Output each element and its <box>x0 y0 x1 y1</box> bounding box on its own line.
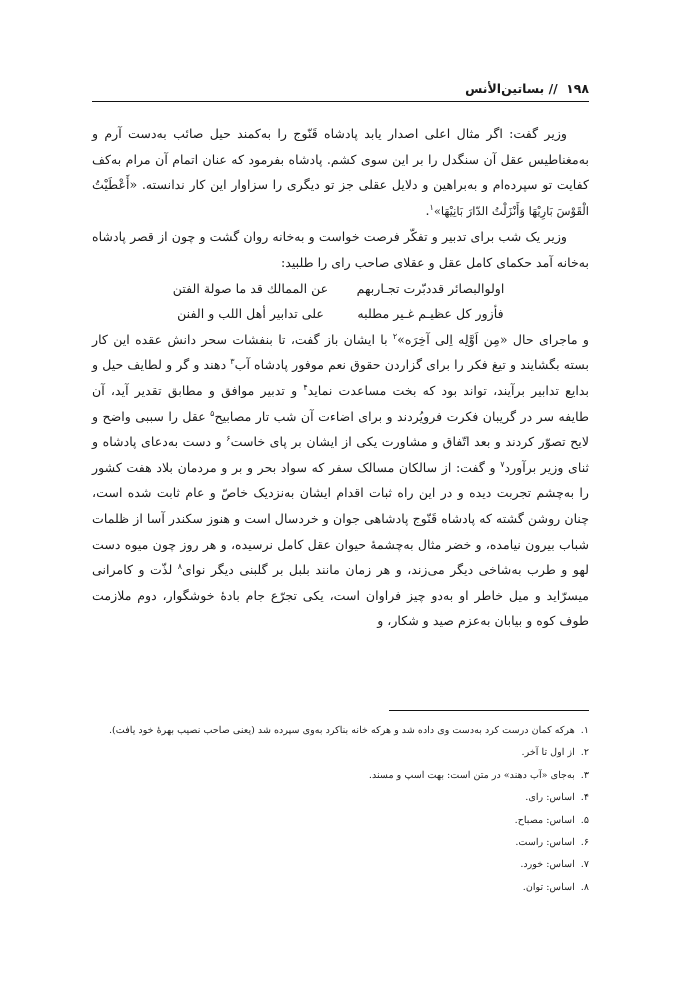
paragraph-2: وزیر یک شب برای تدبیر و تفکّر فرصت خواست و به‌خانه روان گشت و چون از قصر پادشاه به‌خانه آمد حکمای کامل عقل و عقلای صاحب رای را طلبید: <box>92 229 589 270</box>
running-head-separator: // <box>548 81 558 96</box>
footnote-number: ۳. <box>580 769 589 781</box>
footnote-text: اساس: راست. <box>515 837 575 849</box>
footnote-text: از اول تا آخر. <box>521 747 575 759</box>
footnote-ref-1[interactable]: ۱ <box>429 202 434 212</box>
arabic-quote: الْقَوْسَ بَارِیْهَا وَأَنْزَلْتُ الدّارَ بَانِیْهَا» <box>433 203 589 218</box>
footnote-ref-8[interactable]: ۸ <box>177 561 183 571</box>
p3-seg-4: و تدبیر موافق و مطابق تقدیر آید، آن طایفه سر در گریبان فکرت فرویُردند و برای اضاءت آن شب تار مصابیح <box>92 382 589 424</box>
book-title: بساتین‌الأنس <box>465 81 545 96</box>
paragraph-3 <box>92 327 589 634</box>
footnote-8 <box>92 877 589 899</box>
footnote-number: ۱. <box>580 725 589 736</box>
footnote-6 <box>92 832 589 854</box>
page-number: ۱۹۸ <box>566 81 589 96</box>
header-rule <box>92 101 589 102</box>
footnote-number: ۵. <box>580 814 589 826</box>
verse-line-2 <box>92 301 589 327</box>
p3-seg-6: و دست به‌دعای پادشاه و ثنای وزیر برآورد <box>92 434 590 475</box>
verse-line-1 <box>92 276 589 302</box>
p3-seg-5: عقل را سببی واضح و لایح تصوّر کردند و بعد اتّفاق و مشاورت یکی از ایشان بر پای خاست <box>92 408 589 450</box>
footnote-number: ۲. <box>580 747 589 759</box>
p3-seg-8: لذّت و کامرانی میسرّاید و میل خاطر او به‌دو چیز فراوان است، یکی تجرّع جام بادهٔ خوشگوار، دوم ملازمت طوف کوه و بیابان به‌عزم صید و شکار، و <box>92 562 589 629</box>
footnote-rule <box>389 710 589 711</box>
footnote-5 <box>92 810 589 832</box>
footnote-3 <box>92 765 589 787</box>
verse-1-hemistich-2: عن الممالك قد ما صولة الفتن <box>172 280 329 296</box>
footnote-text: اساس: رای. <box>525 792 575 804</box>
footnote-ref-4[interactable]: ۴ <box>303 382 308 392</box>
footnote-text: اساس: مصباح. <box>514 814 575 826</box>
p3-seg-1: و ماجرای حال «مِن اَوَّلِه اِلی آخِرَه» <box>397 331 589 347</box>
footnote-number: ۷. <box>580 859 589 871</box>
footnote-text: اساس: توان. <box>522 881 575 893</box>
p3-seg-2: با ایشان باز گفت، تا بنفشات سحر دانش عقده این کار بسته بگشایند و تیغ فکر را برای گزاردن حقوق نعم موفور پادشاه آب <box>92 331 589 373</box>
footnote-7 <box>92 854 589 876</box>
footnote-ref-6[interactable]: ۶ <box>226 433 231 443</box>
footnote-number: ۸. <box>580 881 589 893</box>
footnote-2 <box>92 742 589 764</box>
footnote-text: اساس: خورد. <box>520 859 575 871</box>
footnotes <box>92 720 589 899</box>
paragraph-1-text: وزیر گفت: اگر مثال اعلی اصدار یابد پادشاه قَنّوج را به‌کمند حیل صائب به‌دست آرم و به‌مغناطیس عقل آن سنگدل را بر این سوی کشم. پادشاه بفرمود که عنان اتمام آن مرام به‌کف کفایت تو سپردەام و به‌براهین و دلایل عقلی جز تو دیگری را سزاوار این کار ندانسته. «أَعْطَیْتُ <box>92 126 589 193</box>
running-head <box>92 78 589 100</box>
footnote-ref-2[interactable]: ۲ <box>392 331 398 341</box>
footnote-ref-3[interactable]: ۳ <box>230 357 235 367</box>
paragraph-1 <box>92 121 589 224</box>
footnote-ref-5[interactable]: ۵ <box>210 408 215 418</box>
footnote-1 <box>92 720 589 742</box>
footnote-4 <box>92 787 589 809</box>
p3-seg-3: دهند و گر و لطایف حیل و بدایع تدابیر برآیند، تواند بود که بخت مساعدت نماید <box>92 357 590 398</box>
verse-2-hemistich-1: فأزور کل عظیـم غـیر مطلبه <box>357 306 504 322</box>
paragraph-1-tail: . <box>425 202 430 218</box>
main-text <box>92 121 589 634</box>
verse-1-hemistich-1: اولوالبصائر قددبّرت تجـاربهم <box>356 280 505 296</box>
footnote-number: ۶. <box>580 837 589 849</box>
footnote-number: ۴. <box>580 792 589 804</box>
footnote-text: به‌جای «آب دهند» در متن است: بهت اسپ و مسند. <box>368 769 575 781</box>
verse-2-hemistich-2: علی تدابیر أهل اللب و الفنن <box>177 306 324 322</box>
p3-seg-7: و گفت: از سالکان مسالک سفر که سواد بحر و بر و مردمان بلاد هفت کشور را به‌چشم تجربت دیده و در این راه ثبات اقدام ایشان به‌نزدیک خاصّ و عام ثابت شده است، چنان روشن گشته که پادشاه قَنّوج پادشاهی جوان و خردسال است و هنوز سکندر آسا از ظلمات شباب بیرون نیامده، و خضر مثال به‌چشمهٔ حیوان عقل کامل نرسیده، و هر روز چون میوه دست لهو و طرب به‌شاخی دیگر می‌زند، و هر زمان مانند بلبل بر گلبنی دیگر نوای <box>92 459 589 578</box>
footnote-ref-7[interactable]: ۷ <box>500 459 505 469</box>
footnote-text: هرکه کمان درست کرد به‌دست وی داده شد و هرکه خانه بناکرد به‌وی سپرده شد (یعنی صاحب نصیب بهرهٔ خود یافت). <box>108 725 575 736</box>
